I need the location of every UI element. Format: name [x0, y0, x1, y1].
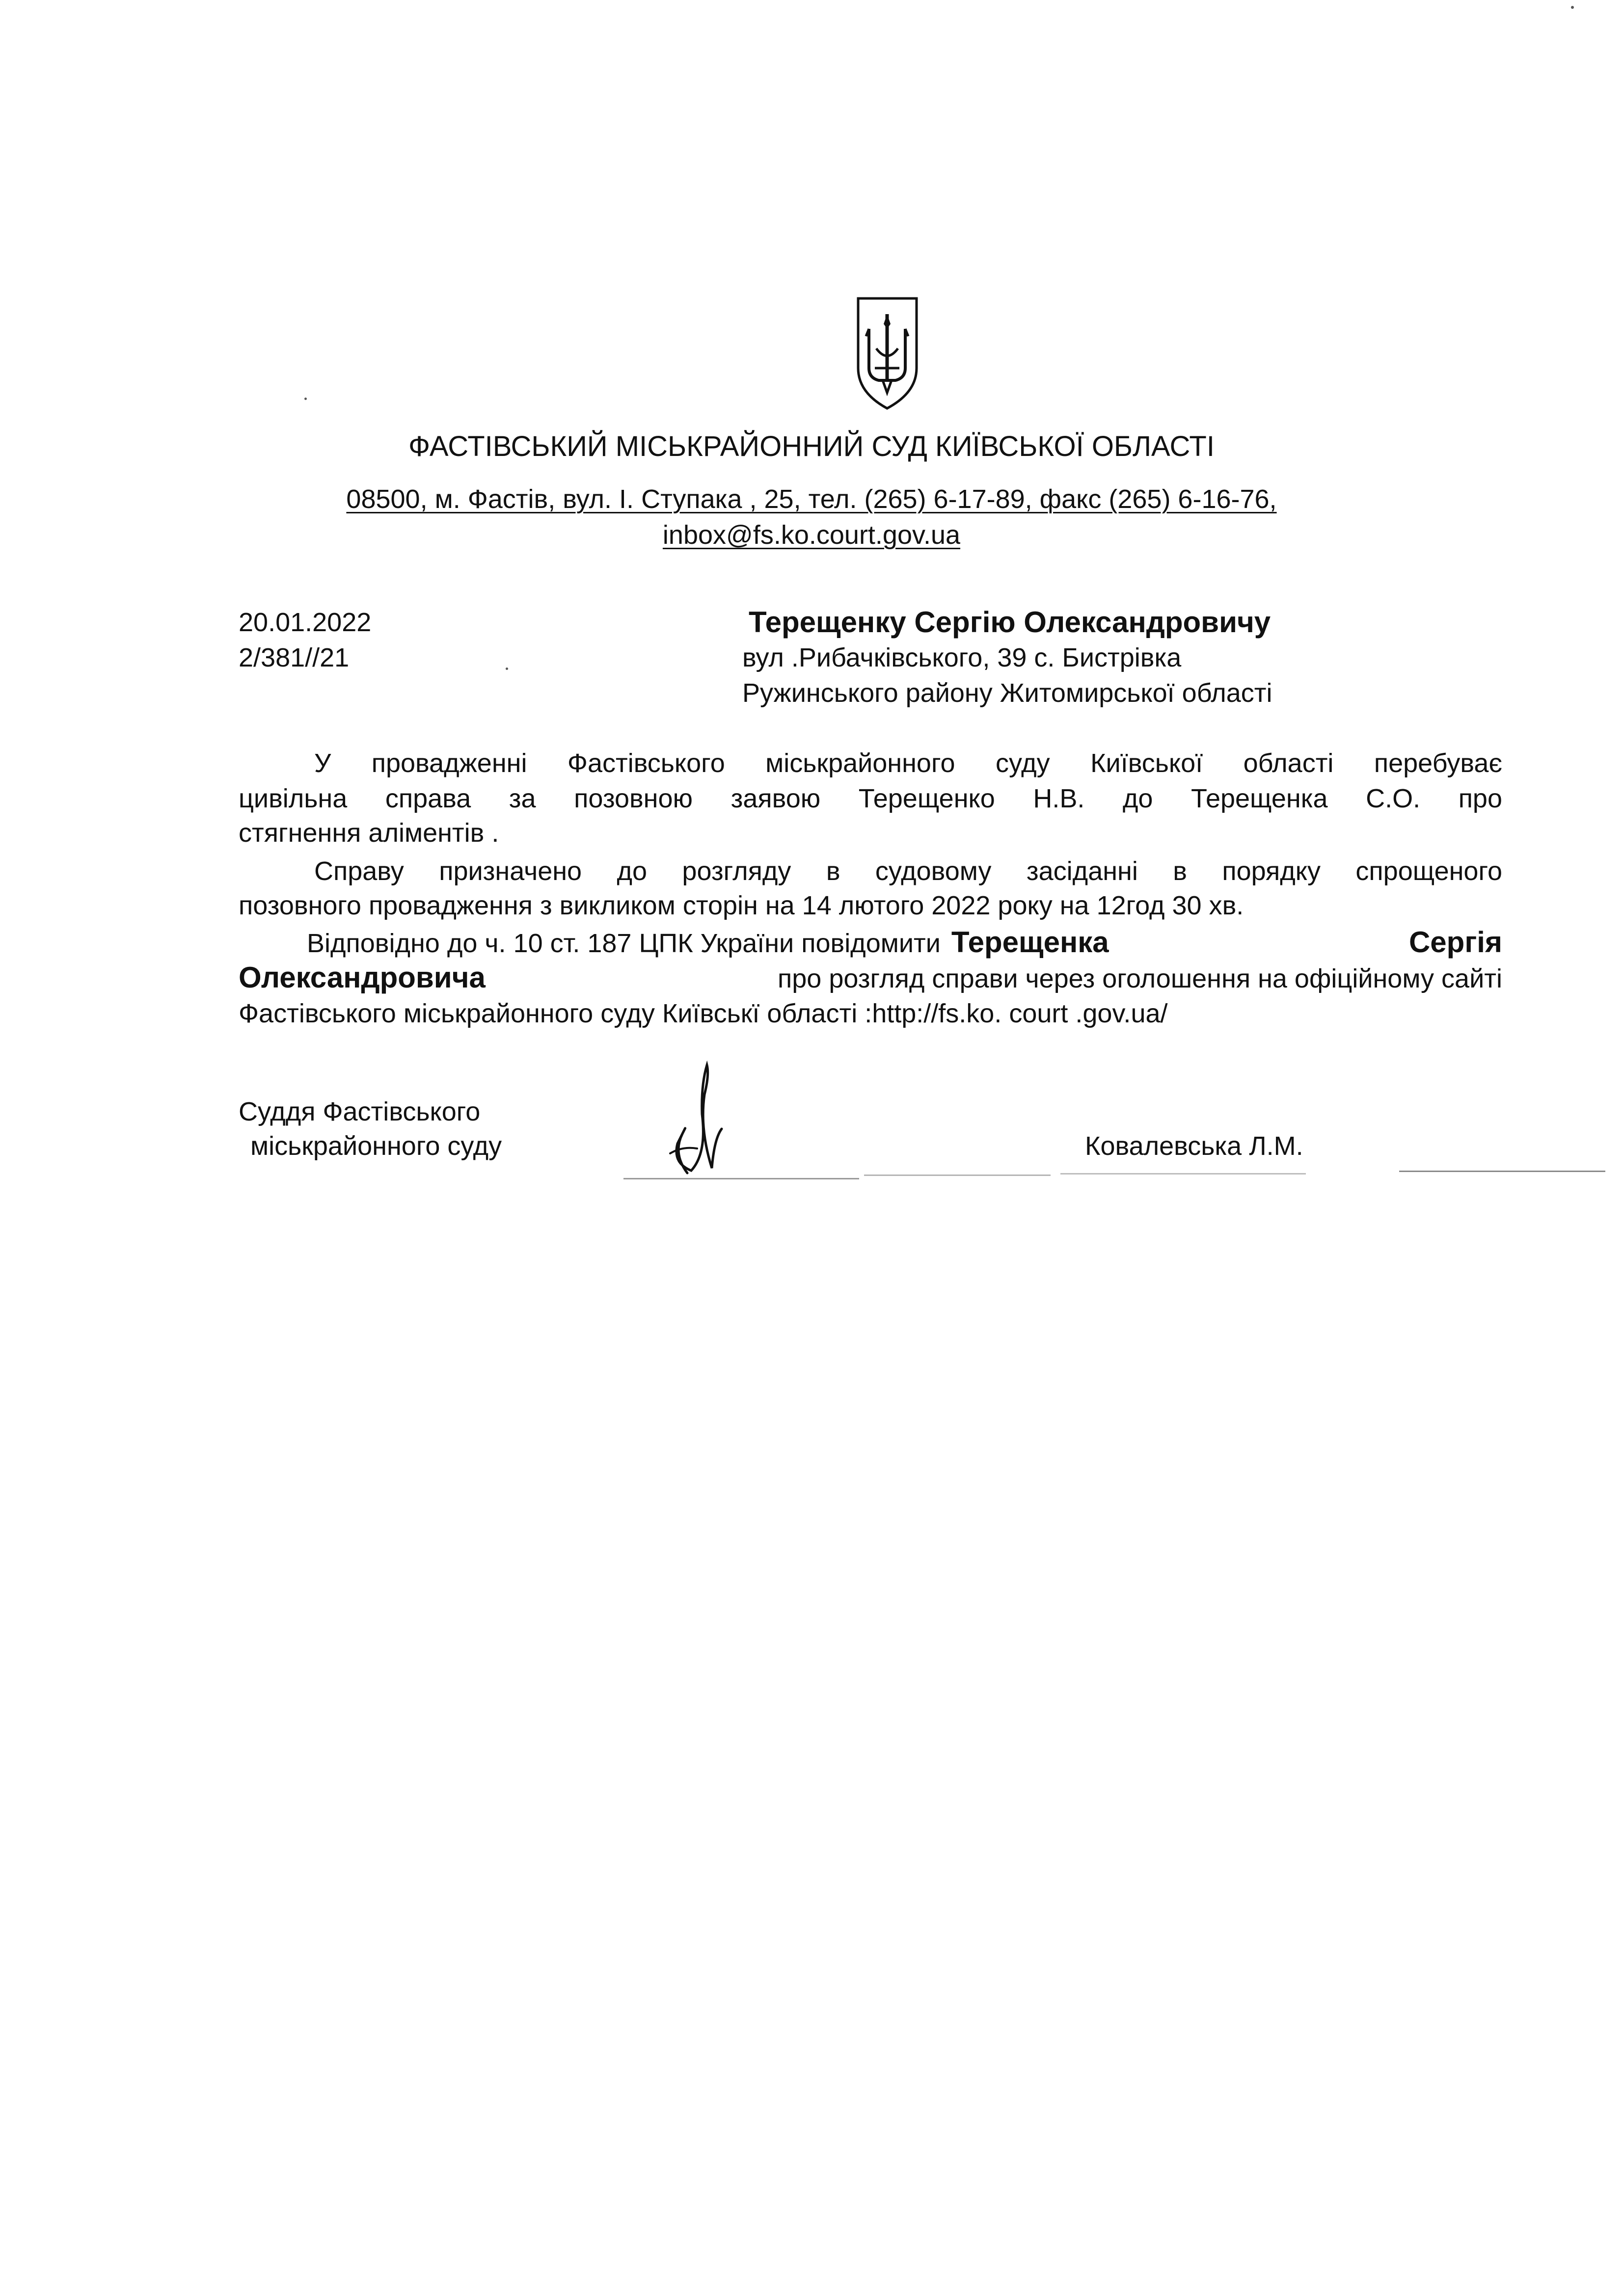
recipient-address-line1: вул .Рибачківського, 39 с. Бистрівка	[742, 643, 1182, 672]
paragraph-3-line-1	[307, 925, 1502, 961]
judge-name: Ковалевська Л.М.	[1085, 1131, 1303, 1161]
judge-role-line2: міськрайонного суду	[250, 1131, 502, 1161]
paragraph-1-line-1: У провадженні Фастівського міськрайонного суду Київської області перебуває	[314, 748, 1502, 778]
scan-artifact-line	[1399, 1171, 1605, 1172]
paragraph-1-line-3: стягнення аліментів .	[239, 818, 499, 848]
paragraph-2-line-2: позовного провадження з викликом сторін на 14 лютого 2022 року на 12год 30 хв.	[239, 891, 1244, 920]
court-email	[0, 518, 1623, 552]
scan-speck	[506, 667, 508, 670]
defendant-patronymic: Олександровича	[239, 961, 486, 994]
defendant-surname: Терещенка	[951, 926, 1109, 959]
paragraph-3-line-3: Фастівського міськрайонного суду Київськї області :http://fs.ko. court .gov.ua/	[239, 999, 1168, 1028]
case-number: 2/381//21	[239, 643, 350, 672]
court-email-link[interactable]: inbox@fs.ko.court.gov.ua	[662, 520, 961, 550]
paragraph-1-line-2: цивільна справа за позовною заявою Терещенко Н.В. до Терещенка С.О. про	[239, 784, 1502, 813]
trident-coat-of-arms-icon	[854, 294, 920, 412]
handwritten-signature	[653, 1055, 741, 1185]
paragraph-3-line-2-text: про розгляд справи через оголошення на офіційному сайті	[778, 964, 1502, 993]
paragraph-3-line-2	[239, 961, 1502, 996]
recipient-address-line2: Ружинського району Житомирської області	[742, 678, 1272, 708]
paragraph-3-line-1-text: Відповідно до ч. 10 ст. 187 ЦПК України повідомити	[307, 929, 941, 958]
defendant-first-name: Сергія	[1408, 926, 1502, 959]
scan-speck	[1571, 6, 1574, 9]
court-address: 08500, м. Фастів, вул. І. Ступака , 25, тел. (265) 6-17-89, факс (265) 6-16-76,	[346, 484, 1277, 514]
paragraph-2-line-1: Справу призначено до розгляду в судовому засіданні в порядку спрощеного	[314, 856, 1502, 886]
scan-artifact-line	[623, 1178, 859, 1179]
scan-artifact-line	[1060, 1173, 1306, 1175]
judge-role-line1: Суддя Фастівського	[239, 1097, 481, 1126]
scan-speck	[304, 398, 307, 400]
letter-date: 20.01.2022	[239, 608, 372, 637]
scan-artifact-line	[864, 1175, 1051, 1176]
recipient-name: Терещенку Сергію Олександровичу	[749, 606, 1271, 639]
court-name: ФАСТІВСЬКИЙ МІСЬКРАЙОННИЙ СУД КИЇВСЬКОЇ ОБЛАСТІ	[408, 430, 1215, 462]
